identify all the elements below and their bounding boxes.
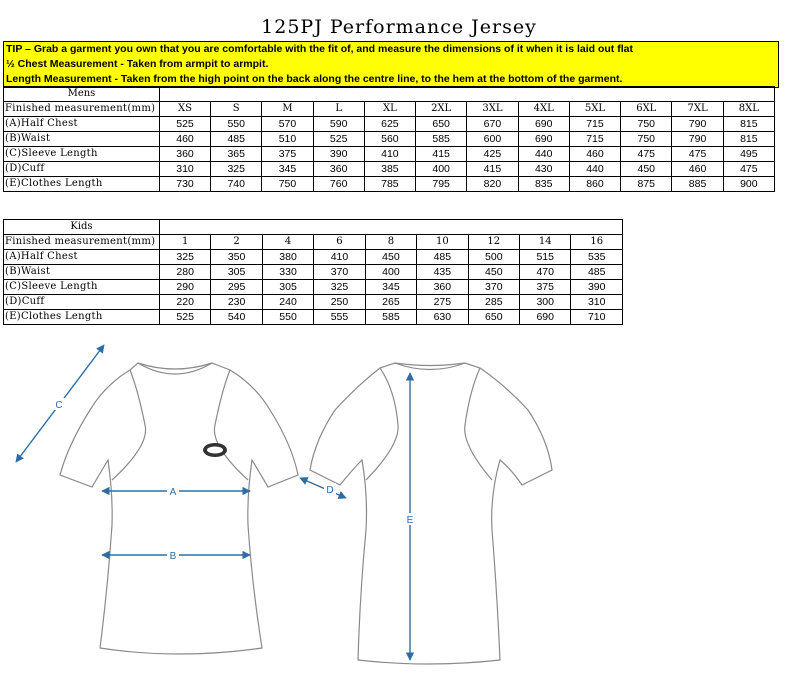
table-cell: 330 <box>262 265 313 280</box>
table-cell: 310 <box>159 162 210 177</box>
table-cell: 690 <box>518 132 569 147</box>
measure-label-c: C <box>55 400 63 411</box>
table-cell: 730 <box>159 177 210 192</box>
table-cell: 450 <box>621 162 672 177</box>
table-cell: 560 <box>364 132 415 147</box>
table-cell: 540 <box>211 310 262 325</box>
table-cell: 885 <box>672 177 723 192</box>
table-cell: 325 <box>314 280 365 295</box>
table-cell: 390 <box>313 147 364 162</box>
back-jersey <box>310 363 552 664</box>
table-row <box>4 117 775 132</box>
measure-lines <box>16 345 410 660</box>
table-cell: 280 <box>159 265 210 280</box>
section-blank <box>159 87 774 102</box>
table-cell: 875 <box>621 177 672 192</box>
header-label: Finished measurement(mm) <box>4 235 160 250</box>
tip-text: TIP – Grab a garment you own that you are comfortable with the fit of, and measure the dimensions of it when it is laid out flat <box>6 43 633 55</box>
front-jersey <box>60 363 298 654</box>
table-cell: 440 <box>518 147 569 162</box>
size-header: XS <box>159 102 210 117</box>
table-cell: 515 <box>520 250 571 265</box>
table-cell: 630 <box>417 310 468 325</box>
table-row <box>4 265 623 280</box>
table-row <box>4 310 623 325</box>
row-label: (E)Clothes Length <box>4 177 160 192</box>
table-cell: 510 <box>262 132 313 147</box>
table-cell: 350 <box>211 250 262 265</box>
size-header: 3XL <box>467 102 518 117</box>
table-cell: 300 <box>520 295 571 310</box>
size-header: 8XL <box>723 102 774 117</box>
table-cell: 650 <box>468 310 519 325</box>
size-header: 16 <box>571 235 623 250</box>
table-cell: 370 <box>468 280 519 295</box>
table-cell: 740 <box>211 177 262 192</box>
table-cell: 760 <box>313 177 364 192</box>
table-cell: 625 <box>364 117 415 132</box>
table-cell: 750 <box>621 117 672 132</box>
table-cell: 435 <box>417 265 468 280</box>
size-header: 8 <box>365 235 416 250</box>
table-cell: 535 <box>571 250 623 265</box>
table-cell: 795 <box>416 177 467 192</box>
row-label: (A)Half Chest <box>4 250 160 265</box>
table-cell: 305 <box>211 265 262 280</box>
table-cell: 450 <box>468 265 519 280</box>
row-label: (A)Half Chest <box>4 117 160 132</box>
table-cell: 240 <box>262 295 313 310</box>
section-label: Mens <box>4 87 160 102</box>
table-cell: 590 <box>313 117 364 132</box>
measure-label-a: A <box>169 487 177 498</box>
row-label: (C)Sleeve Length <box>4 280 160 295</box>
section-row <box>4 220 623 235</box>
table-cell: 600 <box>467 132 518 147</box>
table-cell: 715 <box>569 117 620 132</box>
page-title: 125PJ Performance Jersey <box>261 16 537 38</box>
measure-label-b: B <box>169 551 177 562</box>
table-row <box>4 250 623 265</box>
table-cell: 360 <box>159 147 210 162</box>
logo-icon <box>203 443 227 457</box>
table-cell: 400 <box>365 265 416 280</box>
table-cell: 475 <box>672 147 723 162</box>
table-cell: 550 <box>262 310 313 325</box>
table-cell: 555 <box>314 310 365 325</box>
size-header: S <box>211 102 262 117</box>
row-label: (D)Cuff <box>4 295 160 310</box>
table-cell: 525 <box>159 117 210 132</box>
table-cell: 410 <box>314 250 365 265</box>
section-label: Kids <box>4 220 160 235</box>
row-label: (B)Waist <box>4 265 160 280</box>
table-cell: 345 <box>262 162 313 177</box>
table-cell: 585 <box>416 132 467 147</box>
table-cell: 750 <box>621 132 672 147</box>
table-cell: 285 <box>468 295 519 310</box>
table-cell: 430 <box>518 162 569 177</box>
table-cell: 375 <box>520 280 571 295</box>
measure-label-d: D <box>326 485 334 496</box>
table-cell: 715 <box>569 132 620 147</box>
kids-size-table <box>3 219 623 325</box>
section-blank <box>159 220 622 235</box>
table-row <box>4 280 623 295</box>
table-row <box>4 147 775 162</box>
row-label: (C)Sleeve Length <box>4 147 160 162</box>
table-cell: 310 <box>571 295 623 310</box>
table-cell: 820 <box>467 177 518 192</box>
size-header: 1 <box>159 235 210 250</box>
table-cell: 360 <box>313 162 364 177</box>
table-cell: 460 <box>569 147 620 162</box>
size-header-row <box>4 235 623 250</box>
table-cell: 230 <box>211 295 262 310</box>
row-label: (E)Clothes Length <box>4 310 160 325</box>
table-cell: 290 <box>159 280 210 295</box>
table-cell: 325 <box>211 162 262 177</box>
table-cell: 790 <box>672 132 723 147</box>
table-cell: 415 <box>467 162 518 177</box>
table-cell: 440 <box>569 162 620 177</box>
section-row <box>4 87 775 102</box>
table-cell: 690 <box>518 117 569 132</box>
table-cell: 375 <box>262 147 313 162</box>
size-header: 6 <box>314 235 365 250</box>
table-row <box>4 177 775 192</box>
table-cell: 485 <box>417 250 468 265</box>
size-header: M <box>262 102 313 117</box>
table-cell: 460 <box>672 162 723 177</box>
garment-diagram <box>0 330 570 690</box>
table-cell: 425 <box>467 147 518 162</box>
table-cell: 345 <box>365 280 416 295</box>
size-header: L <box>313 102 364 117</box>
size-header: 2 <box>211 235 262 250</box>
table-cell: 710 <box>571 310 623 325</box>
table-cell: 475 <box>723 162 774 177</box>
table-cell: 785 <box>364 177 415 192</box>
chest-measurement-note: ½ Chest Measurement - Taken from armpit to armpit. <box>6 58 269 70</box>
table-cell: 385 <box>364 162 415 177</box>
mens-size-table <box>3 86 775 192</box>
table-cell: 220 <box>159 295 210 310</box>
table-cell: 410 <box>364 147 415 162</box>
row-label: (D)Cuff <box>4 162 160 177</box>
table-cell: 900 <box>723 177 774 192</box>
table-row <box>4 162 775 177</box>
table-row <box>4 132 775 147</box>
table-cell: 750 <box>262 177 313 192</box>
table-cell: 305 <box>262 280 313 295</box>
table-cell: 370 <box>314 265 365 280</box>
table-cell: 485 <box>571 265 623 280</box>
size-header: XL <box>364 102 415 117</box>
table-cell: 525 <box>159 310 210 325</box>
row-label: (B)Waist <box>4 132 160 147</box>
table-cell: 325 <box>159 250 210 265</box>
table-cell: 585 <box>365 310 416 325</box>
jersey-diagram-svg <box>0 330 570 690</box>
table-cell: 475 <box>621 147 672 162</box>
size-header: 6XL <box>621 102 672 117</box>
table-cell: 460 <box>159 132 210 147</box>
table-cell: 380 <box>262 250 313 265</box>
size-header: 4XL <box>518 102 569 117</box>
length-measurement-note: Length Measurement - Taken from the high point on the back along the centre line, to the hem at the bottom of the garment. <box>6 73 623 85</box>
table-cell: 835 <box>518 177 569 192</box>
table-cell: 400 <box>416 162 467 177</box>
size-header: 14 <box>520 235 571 250</box>
table-cell: 550 <box>211 117 262 132</box>
table-cell: 650 <box>416 117 467 132</box>
table-cell: 390 <box>571 280 623 295</box>
size-header: 7XL <box>672 102 723 117</box>
size-header: 2XL <box>416 102 467 117</box>
size-header: 5XL <box>569 102 620 117</box>
table-cell: 450 <box>365 250 416 265</box>
table-cell: 570 <box>262 117 313 132</box>
table-cell: 790 <box>672 117 723 132</box>
size-header-row <box>4 102 775 117</box>
table-cell: 860 <box>569 177 620 192</box>
table-cell: 415 <box>416 147 467 162</box>
size-header: 12 <box>468 235 519 250</box>
table-cell: 495 <box>723 147 774 162</box>
table-cell: 360 <box>417 280 468 295</box>
header-label: Finished measurement(mm) <box>4 102 160 117</box>
table-cell: 295 <box>211 280 262 295</box>
table-cell: 470 <box>520 265 571 280</box>
table-cell: 365 <box>211 147 262 162</box>
table-cell: 670 <box>467 117 518 132</box>
size-header: 10 <box>417 235 468 250</box>
table-cell: 815 <box>723 117 774 132</box>
measure-label-e: E <box>406 515 414 526</box>
table-row <box>4 295 623 310</box>
table-cell: 275 <box>417 295 468 310</box>
size-header: 4 <box>262 235 313 250</box>
table-cell: 690 <box>520 310 571 325</box>
table-cell: 525 <box>313 132 364 147</box>
table-cell: 500 <box>468 250 519 265</box>
tips-banner <box>3 41 779 88</box>
table-cell: 265 <box>365 295 416 310</box>
table-cell: 485 <box>211 132 262 147</box>
table-cell: 250 <box>314 295 365 310</box>
table-cell: 815 <box>723 132 774 147</box>
